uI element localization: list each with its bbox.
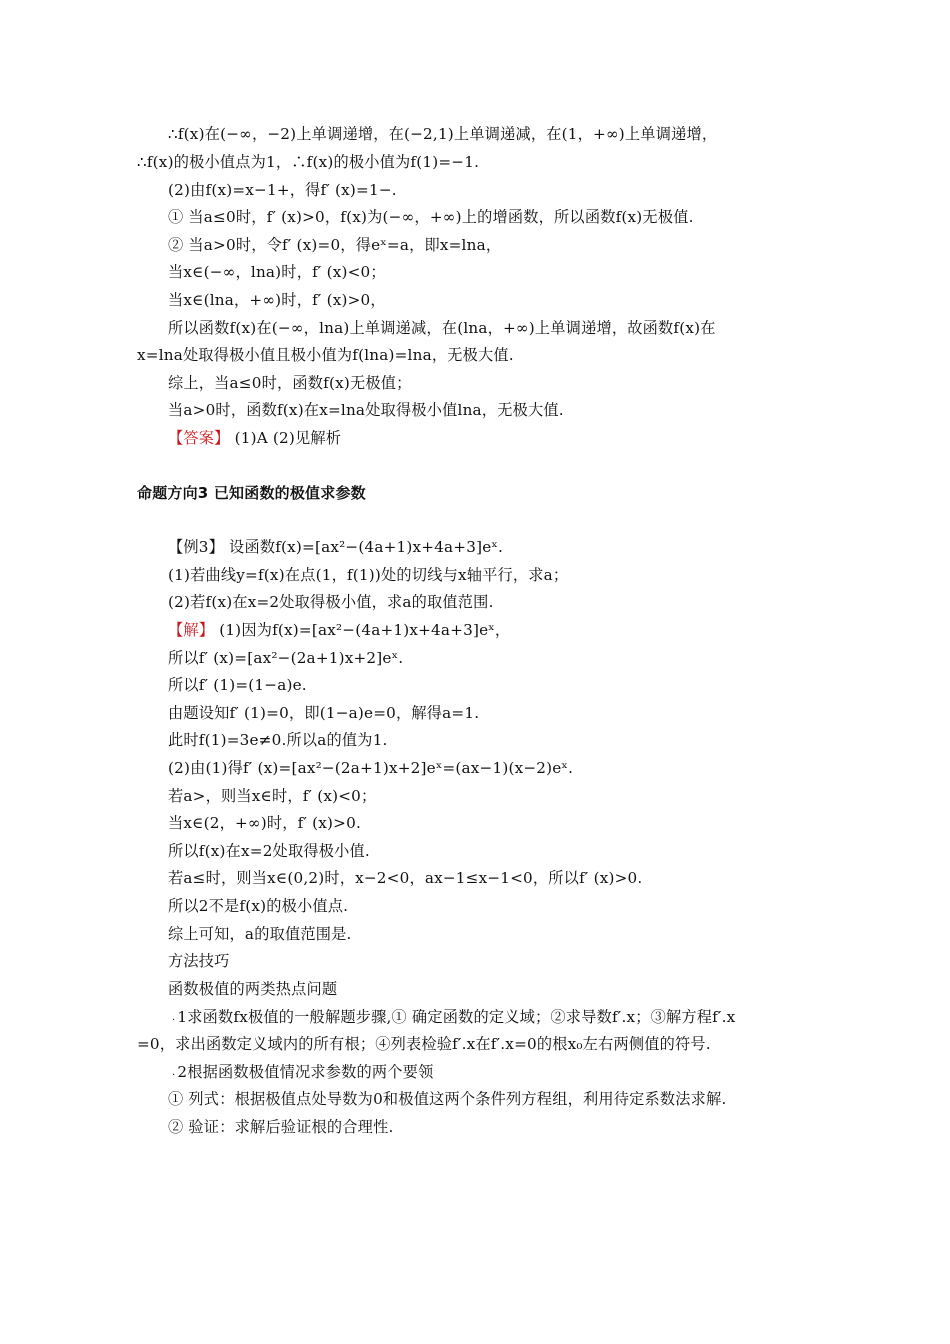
text-line-6: 当x∈(−∞，lna)时，f′ (x)<0；	[168, 263, 386, 281]
tip-2-line	[172, 1062, 822, 1083]
solution-label: 【解】	[168, 621, 215, 639]
tip-1-text: 1求函数fx极值的一般解题步骤,① 确定函数的定义域；②求导数f′.x；③解方程f′.x	[177, 1008, 736, 1026]
example-label: 【例3】	[168, 538, 225, 556]
solution-line-5: (2)由(1)得f′ (x)=[ax²−(2a+1)x+2]eˣ=(ax−1)(x−2)eˣ.	[168, 759, 574, 777]
answer-label: 【答案】	[168, 429, 230, 447]
question-line-2: (2)若f(x)在x=2处取得极小值，求a的取值范围.	[168, 593, 494, 611]
solution-line-8: 所以f(x)在x=2处取得极小值.	[168, 842, 370, 860]
example-text: 设函数f(x)=[ax²−(4a+1)x+4a+3]eˣ.	[224, 538, 504, 556]
solution-line-1: 所以f′ (x)=[ax²−(2a+1)x+2]eˣ.	[168, 649, 404, 667]
tip-1-line-2: =0，求出函数定义域内的所有根；④列表检验f′.x在f′.x=0的根x₀左右两侧值的符号.	[137, 1035, 711, 1053]
tip-1-line-1	[172, 1007, 822, 1028]
tip-2-marker: .	[172, 1067, 176, 1078]
solution-line-11: 综上可知，a的取值范围是.	[168, 925, 352, 943]
tip-2-point-1: ① 列式：根据极值点处导数为0和极值这两个条件列方程组，利用待定系数法求解.	[168, 1090, 727, 1108]
tips-subheading: 函数极值的两类热点问题	[168, 980, 338, 998]
answer-line	[168, 428, 818, 448]
text-line-7: 当x∈(lna，+∞)时，f′ (x)>0，	[168, 291, 386, 309]
solution-line-2: 所以f′ (1)=(1−a)e.	[168, 676, 307, 694]
tip-2-text: 2根据函数极值情况求参数的两个要领	[177, 1063, 434, 1081]
solution-line-7: 当x∈(2，+∞)时，f′ (x)>0.	[168, 814, 361, 832]
text-line-8: 所以函数f(x)在(−∞，lna)上单调递减，在(lna，+∞)上单调递增，故函数f(x)在	[168, 319, 716, 337]
solution-line-10: 所以2不是f(x)的极小值点.	[168, 897, 349, 915]
text-line-2: ∴f(x)的极小值点为1，∴f(x)的极小值为f(1)=−1.	[137, 153, 480, 171]
solution-line-3: 由题设知f′ (1)=0，即(1−a)e=0，解得a=1.	[168, 704, 480, 722]
tip-2-point-2: ② 验证：求解后验证根的合理性.	[168, 1118, 394, 1136]
text-line-9: x=lna处取得极小值且极小值为f(lna)=lna，无极大值.	[137, 346, 514, 364]
solution-line-9: 若a≤时，则当x∈(0,2)时，x−2<0，ax−1≤x−1<0，所以f′ (x)>0.	[168, 869, 643, 887]
answer-text: (1)A (2)见解析	[229, 429, 342, 447]
text-line-5: ② 当a>0时，令f′ (x)=0，得eˣ=a，即x=lna，	[168, 236, 502, 254]
text-line-1: ∴f(x)在(−∞，−2)上单调递增，在(−2,1)上单调递减，在(1，+∞)上单调递增，	[168, 125, 718, 143]
solution-text: (1)因为f(x)=[ax²−(4a+1)x+4a+3]eˣ，	[214, 621, 511, 639]
question-line-1: (1)若曲线y=f(x)在点(1，f(1))处的切线与x轴平行，求a；	[168, 566, 569, 584]
tips-heading: 方法技巧	[168, 952, 230, 970]
solution-line-4: 此时f(1)=3e≠0.所以a的值为1.	[168, 731, 388, 749]
solution-line-6: 若a>，则当x∈时，f′ (x)<0；	[168, 787, 377, 805]
section-heading: 命题方向3 已知函数的极值求参数	[137, 484, 366, 502]
example-line	[168, 537, 818, 557]
text-line-3: (2)由f(x)=x−1+，得f′ (x)=1−.	[168, 181, 397, 199]
text-line-4: ① 当a≤0时，f′ (x)>0，f(x)为(−∞，+∞)上的增函数，所以函数f(x)无极值.	[168, 208, 694, 226]
text-line-10: 综上，当a≤0时，函数f(x)无极值；	[168, 374, 412, 392]
solution-line	[168, 620, 818, 640]
tip-1-marker: .	[172, 1012, 176, 1023]
text-line-11: 当a>0时，函数f(x)在x=lna处取得极小值lna，无极大值.	[168, 401, 564, 419]
